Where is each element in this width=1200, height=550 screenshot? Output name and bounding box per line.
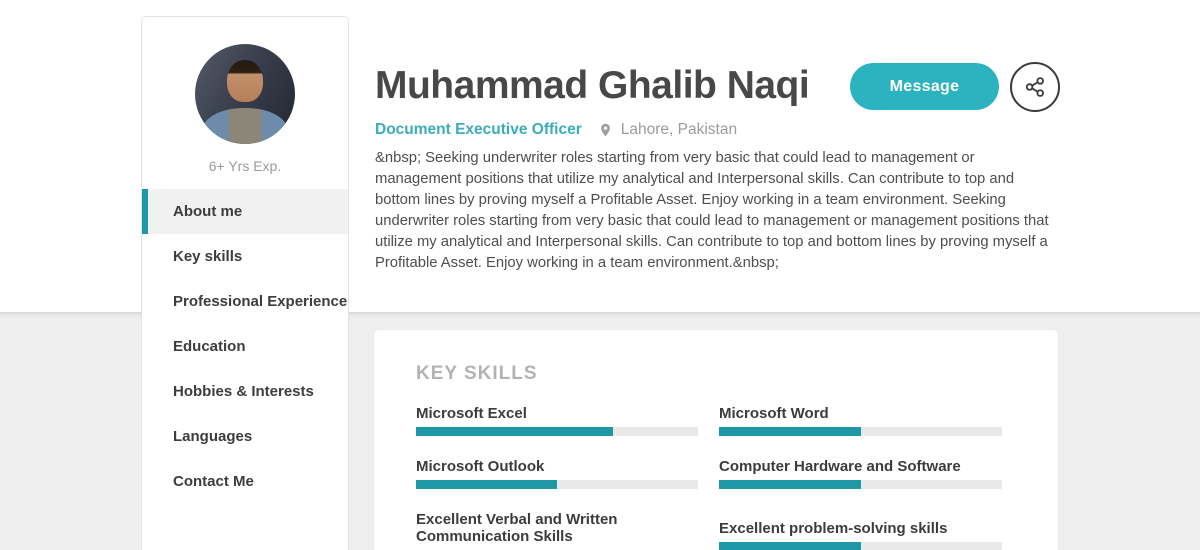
sidebar-menu-item-label: Hobbies & Interests bbox=[173, 383, 314, 400]
skill-name-label: Computer Hardware and Software bbox=[719, 458, 961, 475]
skill-item bbox=[719, 405, 1002, 436]
skill-item bbox=[719, 520, 1002, 550]
designation-label: Document Executive Officer bbox=[375, 121, 582, 138]
skill-progress-fill bbox=[416, 480, 557, 489]
sidebar-item-key-skills[interactable] bbox=[142, 234, 348, 279]
skill-item bbox=[416, 511, 698, 550]
sidebar-item-languages[interactable] bbox=[142, 414, 348, 459]
experience-label: 6+ Yrs Exp. bbox=[208, 158, 282, 174]
sidebar-item-education[interactable] bbox=[142, 324, 348, 369]
sidebar-menu-item-label: Education bbox=[173, 338, 246, 355]
about-me-text: &nbsp; Seeking underwriter roles starting from very basic that could lead to management or management positions that utilize my analytical and Interpersonal skills. Can contribute to top and bottom lines by proving myself a Profitable Asset. Enjoy working in a team environment. Seeking underwriter roles starting from very basic that could lead to management or management positions that utilize my analytical and Interpersonal skills. Can contribute to top and bottom lines by proving myself a Profitable Asset. Enjoy working in a team environment.&nbsp; bbox=[375, 150, 1049, 271]
location-pin-icon bbox=[598, 122, 613, 138]
profile-subtitle-row bbox=[375, 121, 737, 139]
skills-grid bbox=[416, 405, 1058, 550]
sidebar-item-hobbies-interests[interactable] bbox=[142, 369, 348, 414]
sidebar-item-about-me[interactable] bbox=[142, 189, 348, 234]
sidebar-item-contact-me[interactable] bbox=[142, 459, 348, 504]
profile-name: Muhammad Ghalib Naqi bbox=[375, 64, 810, 107]
skill-progress-fill bbox=[719, 427, 861, 436]
share-nodes-icon bbox=[1022, 74, 1048, 100]
share-button[interactable] bbox=[1010, 62, 1060, 112]
sidebar-menu-item-label: Languages bbox=[173, 428, 253, 445]
skill-progress-fill bbox=[416, 427, 613, 436]
sidebar-menu-item-label: Key skills bbox=[173, 248, 243, 265]
skill-name-label: Microsoft Outlook bbox=[416, 458, 545, 475]
skill-item bbox=[416, 458, 698, 489]
skill-progress-track bbox=[719, 480, 1002, 489]
message-button[interactable]: Message bbox=[850, 63, 999, 110]
sidebar-item-professional-experience[interactable] bbox=[142, 279, 348, 324]
skill-item bbox=[416, 405, 698, 436]
profile-photo bbox=[195, 44, 295, 144]
skill-progress-track bbox=[416, 480, 698, 489]
sidebar-menu-item-label: Contact Me bbox=[173, 473, 254, 490]
sidebar-menu bbox=[142, 189, 348, 504]
skill-progress-fill bbox=[719, 480, 861, 489]
skill-name-label: Excellent problem-solving skills bbox=[719, 519, 948, 537]
sidebar-menu-item-label: Professional Experience bbox=[173, 293, 348, 310]
sidebar-menu-item-label: About me bbox=[173, 203, 243, 220]
key-skills-card bbox=[373, 329, 1059, 550]
skill-progress-track bbox=[719, 427, 1002, 436]
skill-progress-track bbox=[416, 427, 698, 436]
location-label: Lahore, Pakistan bbox=[620, 121, 738, 138]
skill-progress-track bbox=[719, 542, 1002, 550]
profile-sidebar-card bbox=[141, 16, 349, 550]
skill-name-label: Microsoft Excel bbox=[416, 405, 527, 422]
skill-progress-fill bbox=[719, 542, 861, 550]
key-skills-heading: KEY SKILLS bbox=[416, 363, 538, 384]
skill-name-label: Excellent Verbal and Written Communication Skills bbox=[416, 511, 618, 545]
skill-item bbox=[719, 458, 1002, 489]
skill-name-label: Microsoft Word bbox=[719, 405, 829, 422]
